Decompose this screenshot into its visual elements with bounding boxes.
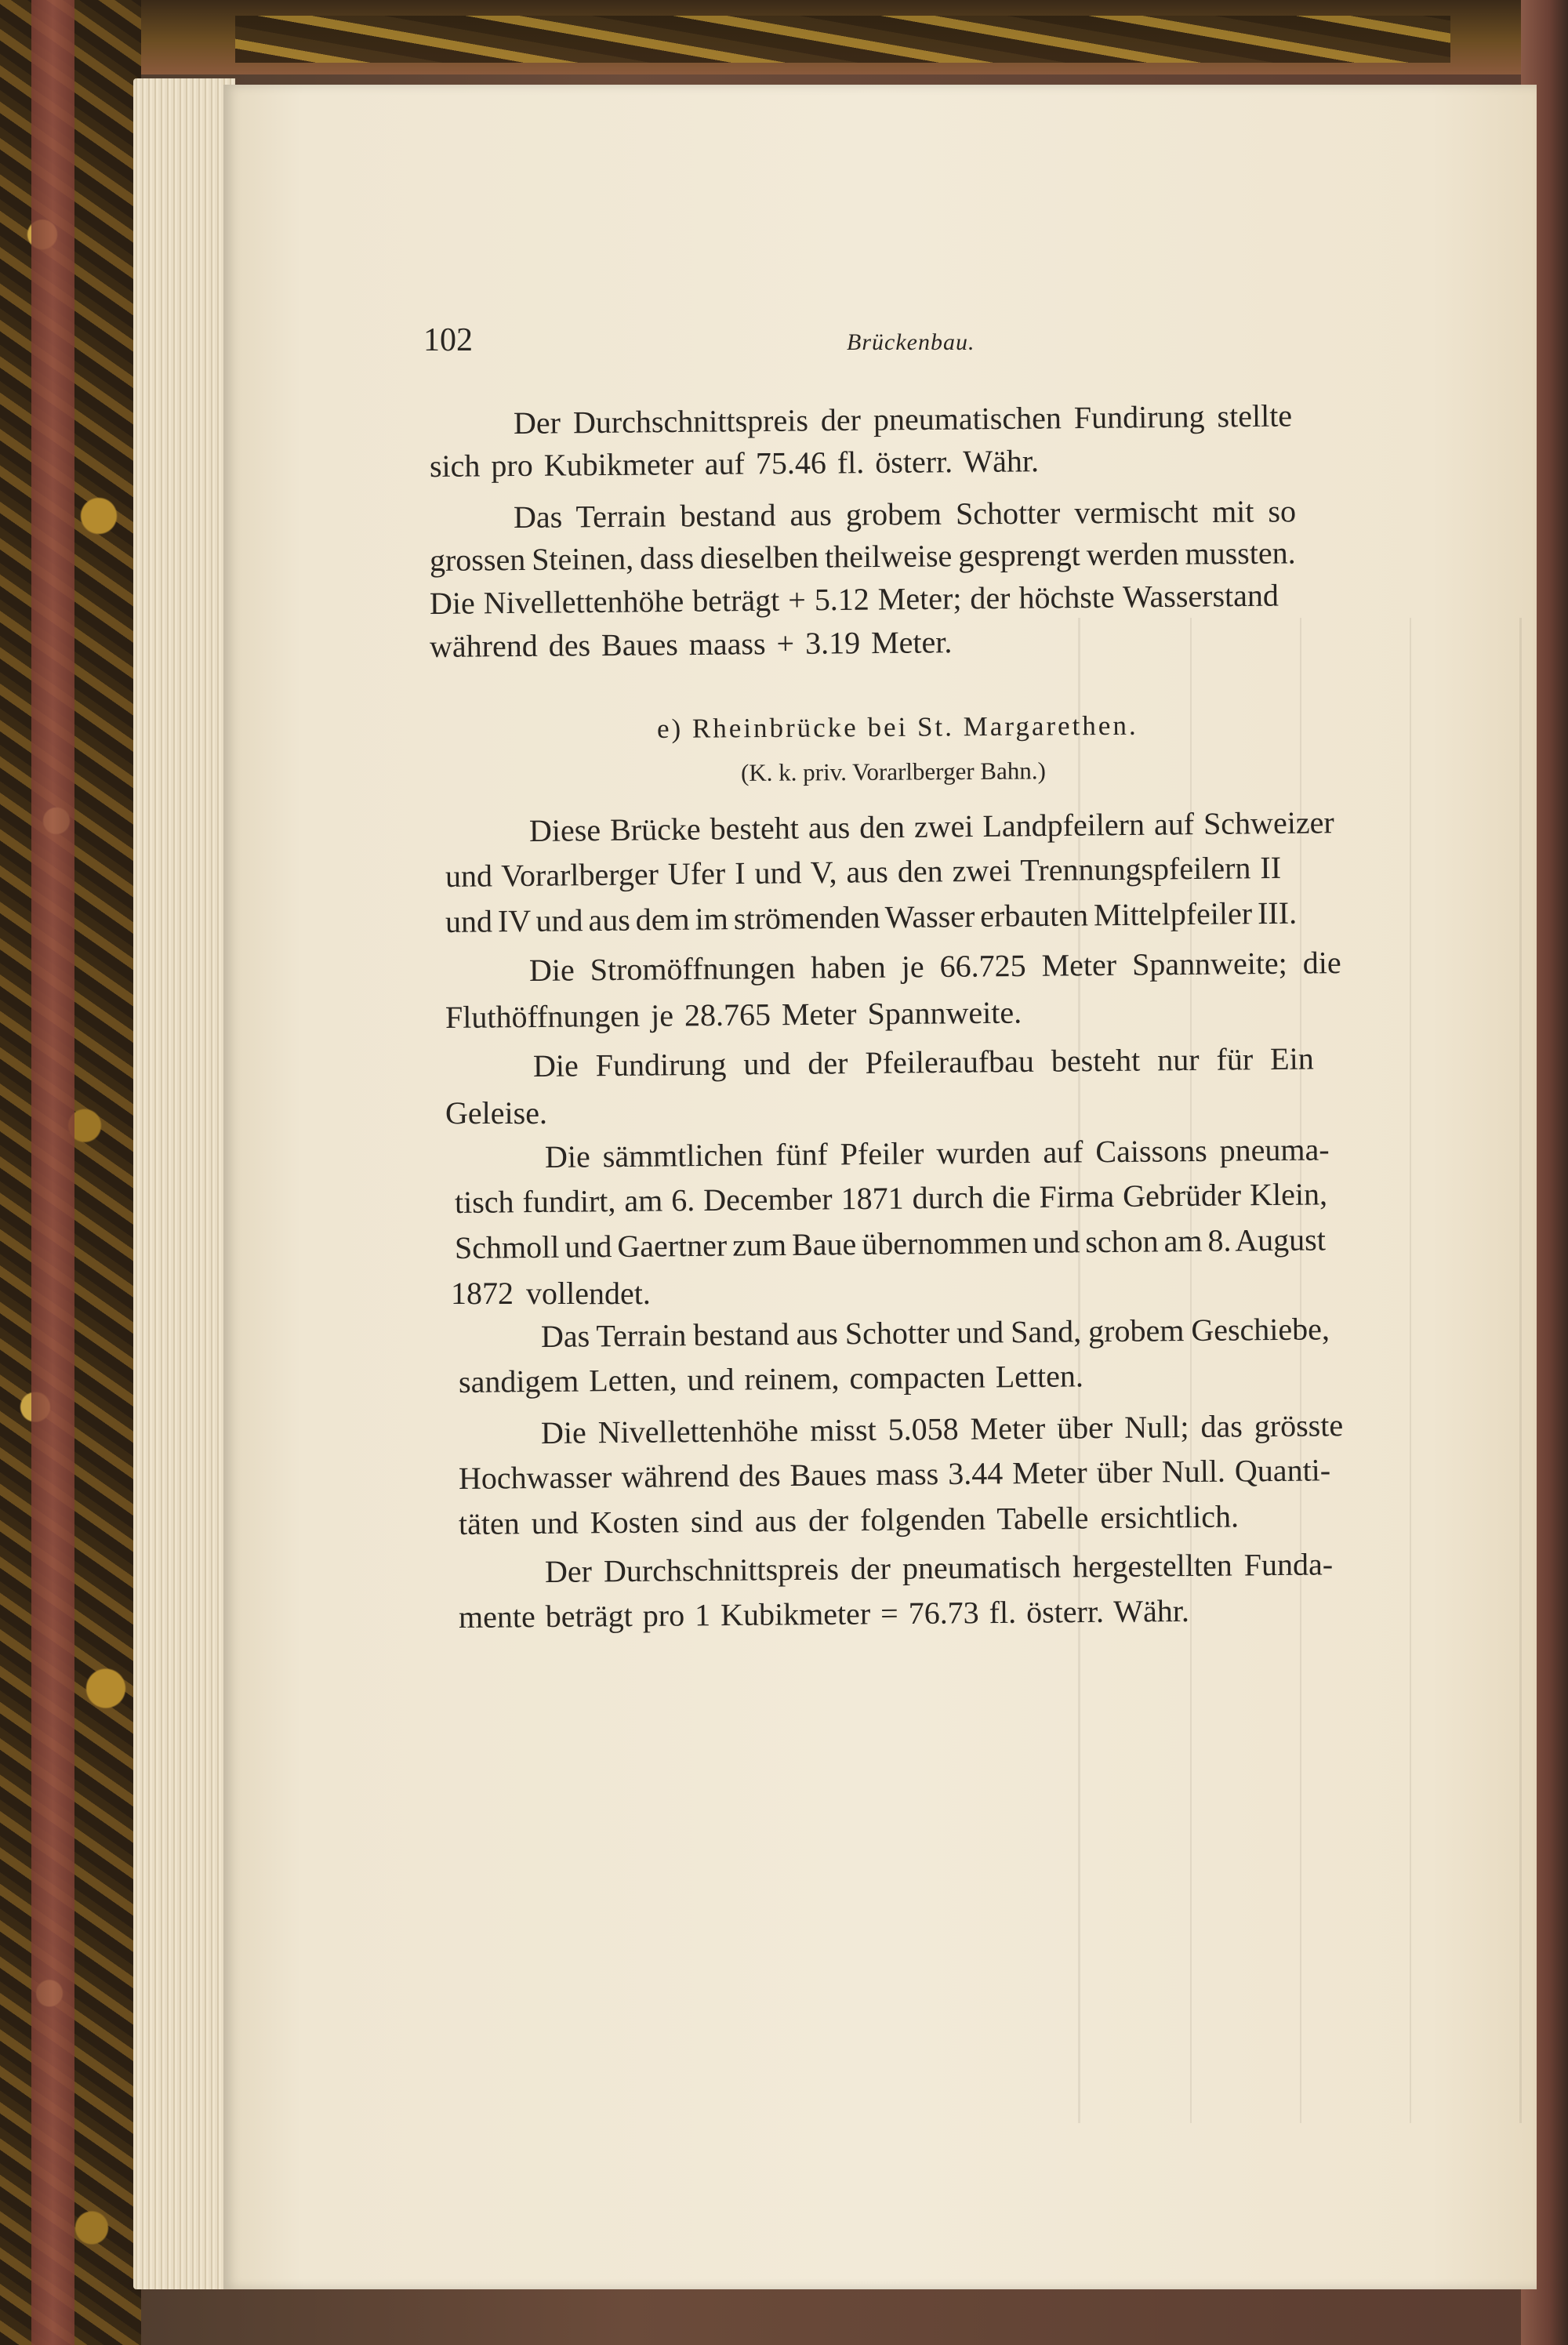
text-line: Fluthöffnungen je 28.765 Meter Spannweite. [445, 994, 1022, 1035]
text-line: Die Nivellettenhöhe beträgt + 5.12 Meter; der höchste Wasserstand [429, 577, 1279, 621]
text-line: grossen Steinen, dass dieselben theilweise gesprengt werden mussten. [429, 535, 1296, 578]
text-line: Die Fundirung und der Pfeileraufbau besteht nur für Ein [532, 1040, 1314, 1084]
text-line: Die Nivellettenhöhe misst 5.058 Meter über Null; das grösste [540, 1407, 1344, 1450]
text-line: Das Terrain bestand aus Schotter und Sand, grobem Geschiebe, [540, 1311, 1330, 1354]
text-line: mente beträgt pro 1 Kubikmeter = 76.73 fl. österr. Währ. [458, 1592, 1190, 1635]
page-number: 102 [423, 322, 473, 358]
text-line: Die Stromöffnungen haben je 66.725 Meter Spannweite; die [528, 945, 1341, 988]
text-line: Der Durchschnittspreis der pneumatisch hergestellten Funda- [544, 1546, 1334, 1589]
text-line: täten und Kosten sind aus der folgenden Tabelle ersichtlich. [458, 1498, 1240, 1541]
marbled-cover-top [235, 16, 1450, 63]
text-line: Hochwasser während des Baues mass 3.44 Meter über Null. Quanti- [458, 1452, 1331, 1496]
text-line: Die sämmtlichen fünf Pfeiler wurden auf Caissons pneuma- [544, 1131, 1330, 1174]
text-line: tisch fundirt, am 6. December 1871 durch die Firma Gebrüder Klein, [454, 1176, 1328, 1220]
text-line: sandigem Letten, und reinem, compacten Letten. [458, 1358, 1084, 1399]
text-line: Diese Brücke besteht aus den zwei Landpfeilern auf Schweizer [528, 804, 1334, 848]
text-line: Geleise. [445, 1095, 547, 1131]
text-line: Das Terrain bestand aus grobem Schotter vermischt mit so [513, 493, 1297, 535]
text-line: Der Durchschnittspreis der pneumatischen Fundirung stellte [513, 397, 1293, 441]
page-stack-edge [133, 78, 235, 2289]
text-line: während des Baues maass + 3.19 Meter. [429, 624, 953, 664]
running-head: Brückenbau. [847, 329, 975, 355]
text-line: Schmoll und Gaertner zum Baue übernommen und schon am 8. August [454, 1222, 1327, 1265]
text-line: und Vorarlberger Ufer I und V, aus den zwei Trennungspfeilern II [445, 849, 1282, 894]
text-line: und IV und aus dem im strömenden Wasser erbauten Mittelpfeiler III. [445, 895, 1298, 939]
text-line: sich pro Kubikmeter auf 75.46 fl. österr. Währ. [429, 443, 1040, 484]
text-line: 1872 vollendet. [451, 1276, 651, 1311]
reverse-side-showthrough [1078, 618, 1522, 2123]
section-title: e) Rheinbrücke bei St. Margarethen. [656, 710, 1138, 744]
section-subtitle: (K. k. priv. Vorarlberger Bahn.) [740, 757, 1046, 786]
cover-binding-band [31, 0, 74, 2345]
